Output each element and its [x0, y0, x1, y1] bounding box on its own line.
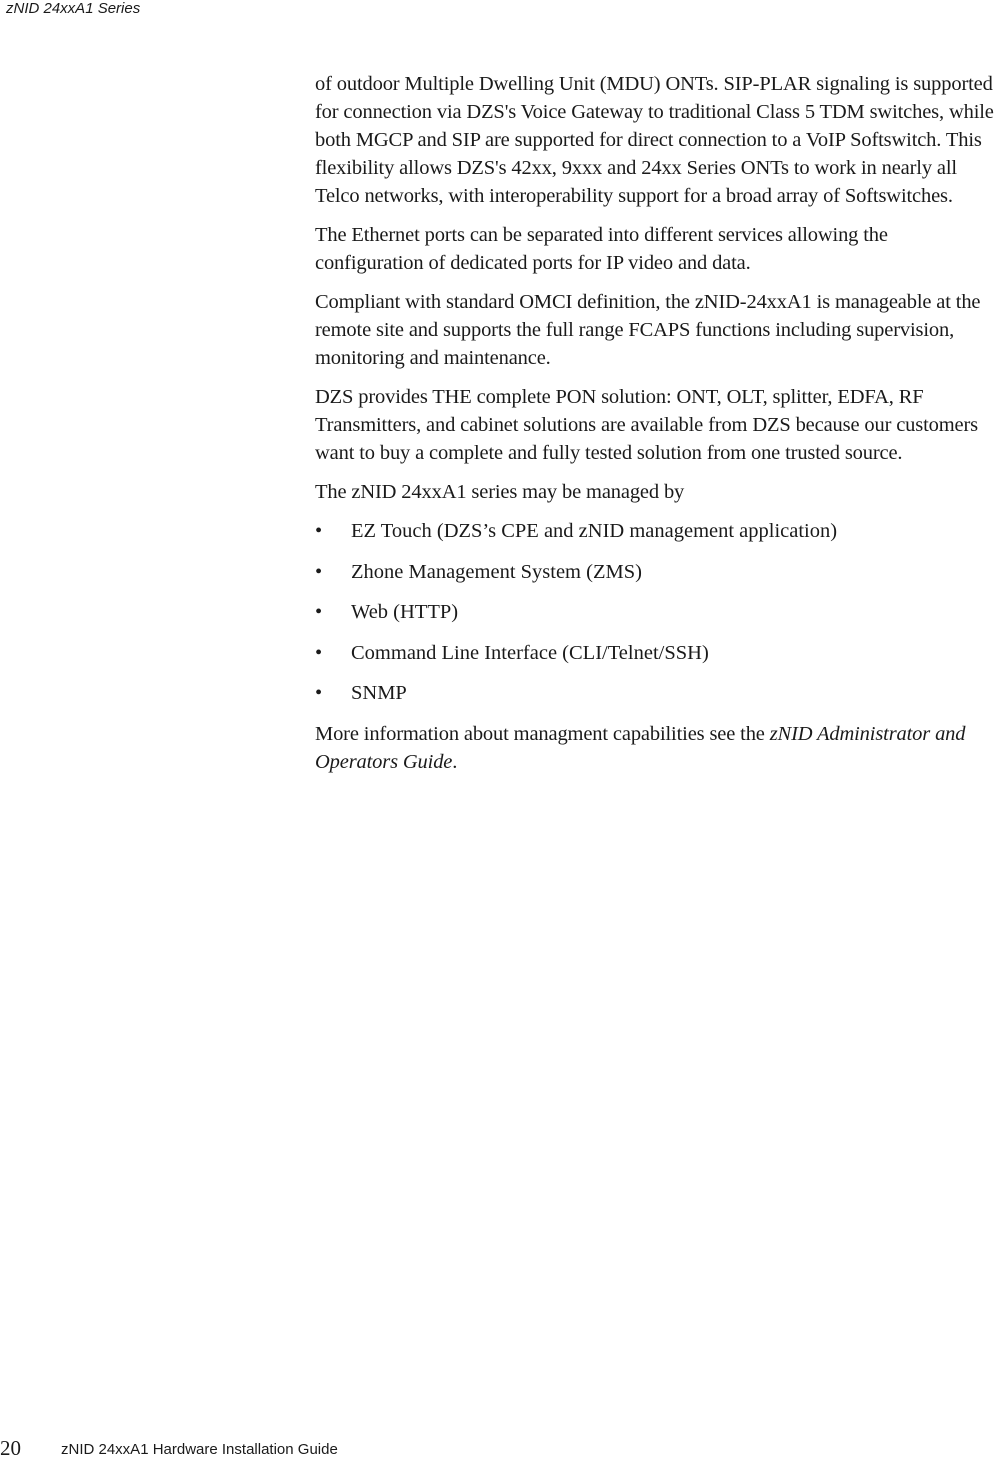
- list-item: [315, 639, 999, 680]
- running-header: zNID 24xxA1 Series: [6, 0, 141, 17]
- page-footer: [0, 1438, 600, 1459]
- page-number: 20: [0, 1436, 21, 1460]
- paragraph-pon-solution: DZS provides THE complete PON solution: ONT, OLT, splitter, EDFA, RF Transmitters, and cabinet solutions are available from DZS because our customers want to buy a complete and fully tested solution from one trusted source.: [315, 386, 978, 464]
- list-item-text: Command Line Interface (CLI/Telnet/SSH): [351, 641, 709, 664]
- body-column: [315, 70, 999, 787]
- bullet-icon: •: [315, 682, 323, 704]
- bullet-icon: •: [315, 641, 323, 664]
- paragraph-voice-support: of outdoor Multiple Dwelling Unit (MDU) ONTs. SIP-PLAR signaling is supported for connection via DZS's Voice Gateway to traditional Class 5 TDM switches, while both MGCP and SIP are supported for direct connection to a VoIP Softswitch. This flexibility allows DZS's 42xx, 9xxx and 24xx Series ONTs to work in nearly all Telco networks, with interoperability support for a broad array of Softswitches.: [315, 73, 994, 207]
- bullet-icon: •: [315, 560, 323, 583]
- list-item-text: EZ Touch (DZS’s CPE and zNID management application): [351, 520, 838, 542]
- closing-prefix: More information about managment capabilities see the: [315, 722, 770, 745]
- management-options-list: [315, 517, 999, 720]
- footer-guide-title: zNID 24xxA1 Hardware Installation Guide: [61, 1441, 338, 1458]
- list-item: [315, 558, 999, 599]
- list-item-text: Zhone Management System (ZMS): [351, 560, 642, 583]
- closing-suffix: .: [452, 750, 458, 773]
- paragraph-more-information: [315, 720, 999, 776]
- list-item-text: Web (HTTP): [351, 601, 459, 623]
- guide-reference: zNID Administrator and Operators Guide: [315, 722, 966, 773]
- paragraph-management-intro: The zNID 24xxA1 series may be managed by: [315, 481, 685, 503]
- list-item: [315, 517, 999, 558]
- list-item: [315, 598, 999, 639]
- paragraph-omci-compliance: Compliant with standard OMCI definition, the zNID-24xxA1 is manageable at the remote site and supports the full range FCAPS functions including supervision, monitoring and maintenance.: [315, 291, 981, 369]
- bullet-icon: •: [315, 601, 323, 623]
- list-item-text: SNMP: [351, 682, 407, 704]
- list-item: [315, 679, 999, 720]
- paragraph-ethernet-ports: The Ethernet ports can be separated into different services allowing the configuration of dedicated ports for IP video and data.: [315, 224, 888, 274]
- bullet-icon: •: [315, 520, 323, 542]
